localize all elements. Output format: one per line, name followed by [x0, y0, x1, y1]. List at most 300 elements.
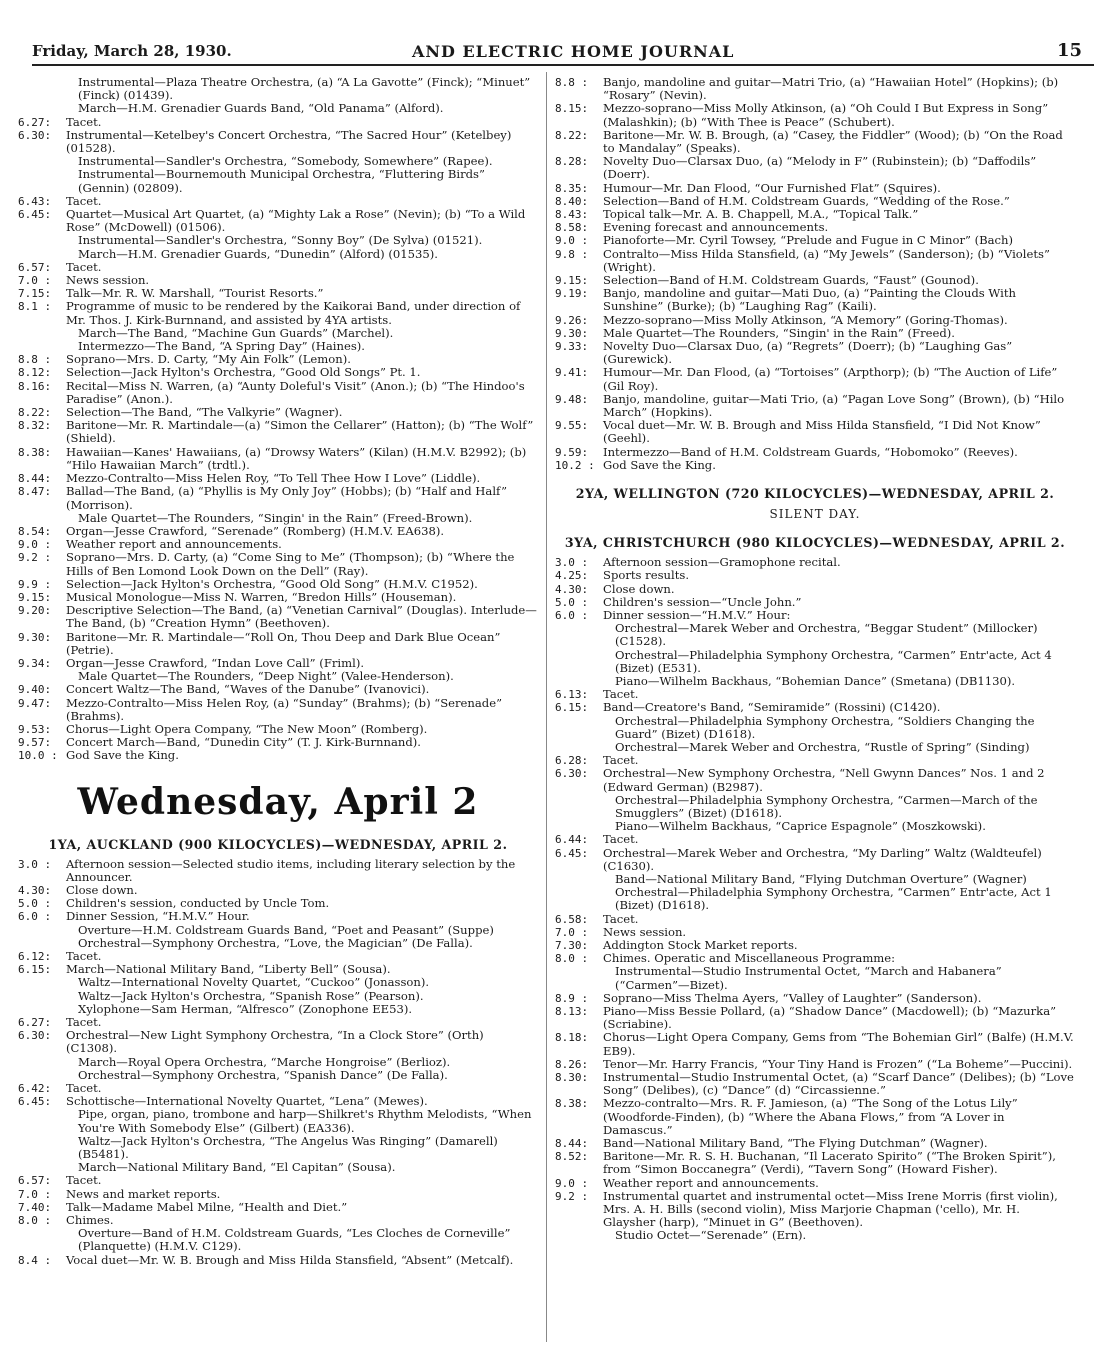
- entry-text: Humour—Mr. Dan Flood, (a) “Tortoises” (Arpthorp); (b) “The Auction of Life” (Gil Roy).: [603, 365, 1058, 393]
- programme-entry: [555, 583, 1075, 596]
- entry-time: 3.0 :: [555, 556, 589, 570]
- entry-text: Band—National Military Band, “The Flying Dutchman” (Wagner).: [603, 1136, 988, 1151]
- entry-text: Instrumental—Plaza Theatre Orchestra, (a) “A La Gavotte” (Finck); “Minuet” (Finck) (01439).: [78, 76, 531, 103]
- entry-time: 9.20:: [18, 604, 52, 618]
- entry-text: Tacet.: [66, 193, 102, 208]
- entry-text: Orchestral—Philadelphia Symphony Orchestra, “Carmen” Entr'acte, Act 1 (Bizet) (D1618).: [615, 885, 1052, 913]
- entry-time: 9.53:: [18, 722, 52, 736]
- programme-entry: [18, 910, 538, 923]
- entry-text: Instrumental—Ketelbey's Concert Orchestra, “The Sacred Hour” (Ketelbey) (01528).: [66, 127, 512, 156]
- entry-time: 8.43:: [555, 208, 589, 222]
- entry-time: 6.27:: [18, 115, 52, 129]
- programme-entry: [555, 715, 1075, 741]
- left-column: [18, 76, 538, 1356]
- entry-time: 10.2 :: [555, 458, 595, 472]
- programme-entry: [18, 937, 538, 950]
- entry-text: March—H.M. Grenadier Guards Band, “Old Panama” (Alford).: [78, 101, 444, 116]
- entry-text: Orchestral—Philadelphia Symphony Orchestra, “Carmen—March of the Smugglers” (Bizet) (D1618).: [615, 792, 1038, 820]
- programme-entry: [555, 1031, 1075, 1057]
- entry-text: Tacet.: [603, 753, 639, 768]
- station-heading-wellington: 2YA, WELLINGTON (720 KILOCYCLES)—WEDNESDAY, APRIL 2.: [575, 486, 1055, 502]
- entry-text: Mezzo-contralto—Mrs. R. F. Jamieson, (a) “The Song of the Lotus Lily” (Woodforde-Finden), (b) “Where the Abana Flows,” from “A Lover in Damascus.”: [603, 1096, 1018, 1137]
- entry-time: 9.15:: [555, 274, 589, 288]
- programme-entry: [18, 990, 538, 1003]
- entry-text: News session.: [66, 273, 150, 288]
- entry-text: Children's session—“Uncle John.”: [603, 594, 802, 609]
- programme-entry: [555, 886, 1075, 912]
- entry-time: 8.8 :: [18, 353, 52, 367]
- entry-text: Mezzo-soprano—Miss Molly Atkinson, “A Memory” (Goring-Thomas).: [603, 312, 1008, 327]
- entry-text: Banjo, mandoline and guitar—Matri Trio, (a) “Hawaiian Hotel” (Hopkins); (b) “Rosary” (Nevin).: [603, 76, 1059, 103]
- entry-text: Pianoforte—Mr. Cyril Towsey, “Prelude and Fugue in C Minor” (Bach): [603, 233, 1014, 248]
- programme-entry: [18, 512, 538, 525]
- entry-text: Intermezzo—The Band, “A Spring Day” (Haines).: [78, 339, 365, 354]
- programme-entry: [18, 1254, 538, 1267]
- entry-time: 5.0 :: [18, 897, 52, 911]
- programme-entry: [555, 965, 1075, 991]
- entry-text: Schottische—International Novelty Quartet, “Lena” (Mewes).: [66, 1094, 428, 1109]
- entry-text: Chimes.: [66, 1213, 114, 1228]
- programme-entry: [18, 380, 538, 406]
- entry-text: Male Quartet—The Rounders, “Singin' in the Rain” (Freed).: [603, 325, 955, 340]
- entry-time: 6.58:: [555, 912, 589, 926]
- entry-time: 8.9 :: [555, 991, 589, 1005]
- column-divider: [546, 72, 547, 1342]
- entry-time: 6.28:: [555, 754, 589, 768]
- entry-time: 8.44:: [555, 1137, 589, 1151]
- entry-text: Ballad—The Band, (a) “Phyllis is My Only Joy” (Hobbs); (b) “Half and Half” (Morrison).: [66, 484, 508, 512]
- programme-entry: [18, 366, 538, 379]
- entry-time: 6.13:: [555, 688, 589, 702]
- station-heading-auckland: 1YA, AUCKLAND (900 KILOCYCLES)—WEDNESDAY, APRIL 2.: [48, 836, 508, 852]
- entry-time: 8.40:: [555, 194, 589, 208]
- programme-entry: [555, 102, 1075, 128]
- entry-text: Sports results.: [603, 568, 690, 583]
- entry-text: Instrumental—Sandler's Orchestra, “Sonny Boy” (De Sylva) (01521).: [78, 233, 483, 248]
- programme-entry: [18, 208, 538, 234]
- programme-entry: [555, 446, 1075, 459]
- entry-time: 8.15:: [555, 102, 589, 116]
- programme-entry: [555, 1005, 1075, 1031]
- entry-text: Talk—Mr. R. W. Marshall, “Tourist Resorts.”: [66, 286, 324, 301]
- entry-text: Selection—Jack Hylton's Orchestra, “Good Old Song” (H.M.V. C1952).: [66, 576, 478, 591]
- entry-text: Waltz—Jack Hylton's Orchestra, “Spanish Rose” (Pearson).: [78, 988, 424, 1003]
- entry-time: 9.9 :: [18, 577, 52, 591]
- entry-text: Piano—Wilhelm Backhaus, “Caprice Espagnole” (Moszkowski).: [615, 819, 986, 834]
- programme-entry: [555, 596, 1075, 609]
- programme-entry: [555, 1097, 1075, 1137]
- entry-text: Novelty Duo—Clarsax Duo, (a) “Regrets” (Doerr); (b) “Laughing Gas” (Gurewick).: [603, 339, 1013, 367]
- programme-entry: [18, 419, 538, 445]
- programme-entry: [18, 749, 538, 762]
- programme-entry: [555, 182, 1075, 195]
- entry-text: Orchestral—Marek Weber and Orchestra, “My Darling” Waltz (Waldteufel) (C1630).: [603, 845, 1042, 873]
- right-column: [555, 76, 1075, 1356]
- entry-time: 7.0 :: [555, 925, 589, 939]
- entry-time: 8.22:: [18, 406, 52, 420]
- entry-text: Orchestral—Marek Weber and Orchestra, “Beggar Student” (Millocker) (C1528).: [615, 621, 1038, 649]
- entry-text: Xylophone—Sam Herman, “Alfresco” (Zonophone EE53).: [78, 1001, 413, 1016]
- entry-text: News session.: [603, 924, 687, 939]
- entry-time: 9.57:: [18, 736, 52, 750]
- entry-text: Tacet.: [66, 114, 102, 129]
- entry-text: Contralto—Miss Hilda Stansfield, (a) “My Jewels” (Sanderson); (b) “Violets” (Wright).: [603, 246, 1050, 274]
- page-number: 15: [1056, 40, 1082, 61]
- programme-entry: [555, 314, 1075, 327]
- christchurch-programme: [555, 556, 1075, 1243]
- programme-entry: [555, 1071, 1075, 1097]
- entry-text: Close down.: [603, 581, 675, 596]
- entry-text: Male Quartet—The Rounders, “Singin' in the Rain” (Freed-Brown).: [78, 510, 473, 525]
- entry-text: March—Royal Opera Orchestra, “Marche Hongroise” (Berlioz).: [78, 1054, 451, 1069]
- programme-entry: [18, 1174, 538, 1187]
- entry-time: 9.55:: [555, 419, 589, 433]
- entry-text: Dinner session—“H.M.V.” Hour:: [603, 607, 791, 622]
- entry-text: Piano—Wilhelm Backhaus, “Bohemian Dance” (Smetana) (DB1130).: [615, 673, 1016, 688]
- entry-text: Waltz—International Novelty Quartet, “Cuckoo” (Jonasson).: [78, 975, 430, 990]
- entry-text: Baritone—Mr. R. S. H. Buchanan, “Il Lacerato Spirito” (“The Broken Spirit”), from “Simon Boccanegra” (Verdi), “Tavern Song” (Howard Fisher).: [603, 1149, 1056, 1177]
- entry-time: 9.48:: [555, 392, 589, 406]
- entry-time: 8.0 :: [18, 1214, 52, 1228]
- entry-text: Organ—Jesse Crawford, “Indan Love Call” (Friml).: [66, 655, 365, 670]
- entry-time: 5.0 :: [555, 595, 589, 609]
- entry-text: Baritone—Mr. R. Martindale—(a) “Simon the Cellarer” (Hatton); (b) “The Wolf” (Shield).: [66, 418, 534, 446]
- issue-date: Friday, March 28, 1930.: [32, 42, 232, 60]
- programme-entry: [555, 366, 1075, 392]
- entry-text: Selection—Band of H.M. Coldstream Guards, “Wedding of the Rose.”: [603, 193, 1010, 208]
- entry-text: Band—Creatore's Band, “Semiramide” (Rossini) (C1420).: [603, 700, 941, 715]
- programme-entry: [18, 76, 538, 102]
- entry-text: Afternoon session—Selected studio items, including literary selection by the Announcer.: [66, 856, 516, 884]
- entry-text: Overture—Band of H.M. Coldstream Guards, “Les Cloches de Corneville” (Planquette) (H.M.V. C129).: [78, 1226, 511, 1254]
- entry-time: 9.40:: [18, 683, 52, 697]
- entry-text: News and market reports.: [66, 1186, 221, 1201]
- programme-entry: [555, 340, 1075, 366]
- day-heading: Wednesday, April 2: [77, 780, 479, 823]
- programme-entry: [18, 924, 538, 937]
- entry-time: 8.47:: [18, 485, 52, 499]
- programme-entry: [18, 116, 538, 129]
- programme-entry: [555, 701, 1075, 714]
- programme-entry: [555, 419, 1075, 445]
- entry-text: Tacet.: [66, 1081, 102, 1096]
- entry-text: Male Quartet—The Rounders, “Deep Night” (Valee-Henderson).: [78, 669, 454, 684]
- programme-entry: [555, 1177, 1075, 1190]
- entry-text: Band—National Military Band, “Flying Dutchman Overture” (Wagner): [615, 871, 1027, 886]
- entry-text: Instrumental—Studio Instrumental Octet, (a) “Scarf Dance” (Delibes); (b) “Love Song” (Delibes), (c) “Dance” (d) “Circassienne.”: [603, 1070, 1074, 1098]
- programme-entry: [555, 393, 1075, 419]
- programme-entry: [555, 622, 1075, 648]
- entry-text: Novelty Duo—Clarsax Duo, (a) “Melody in F” (Rubinstein); (b) “Daffodils” (Doerr).: [603, 154, 1037, 182]
- entry-time: 6.12:: [18, 949, 52, 963]
- programme-entry: [555, 248, 1075, 274]
- entry-text: Instrumental—Sandler's Orchestra, “Somebody, Somewhere” (Rapee).: [78, 154, 493, 169]
- entry-text: March—The Band, “Machine Gun Guards” (Marchel).: [78, 325, 394, 340]
- programme-entry: [555, 794, 1075, 820]
- programme-entry: [18, 1056, 538, 1069]
- journal-title: AND ELECTRIC HOME JOURNAL: [412, 42, 735, 61]
- entry-time: 10.0 :: [18, 749, 58, 763]
- programme-entry: [18, 578, 538, 591]
- entry-text: Chorus—Light Opera Company, Gems from “The Bohemian Girl” (Balfe) (H.M.V. EB9).: [603, 1030, 1074, 1058]
- entry-text: Tacet.: [603, 911, 639, 926]
- entry-time: 6.15:: [18, 963, 52, 977]
- programme-entry: [18, 1108, 538, 1134]
- entry-time: 7.15:: [18, 287, 52, 301]
- programme-entry: [555, 847, 1075, 873]
- entry-time: 9.19:: [555, 287, 589, 301]
- entry-text: Tacet.: [66, 948, 102, 963]
- programme-entry: [18, 168, 538, 194]
- programme-entry: [18, 129, 538, 155]
- entry-time: 6.42:: [18, 1082, 52, 1096]
- programme-entry: [555, 76, 1075, 102]
- entry-time: 9.0 :: [555, 234, 589, 248]
- entry-time: 6.30:: [555, 767, 589, 781]
- entry-text: Vocal duet—Mr. W. B. Brough and Miss Hilda Stansfield, “I Did Not Know” (Geehl).: [603, 418, 1041, 446]
- entry-time: 3.0 :: [18, 857, 52, 871]
- auckland-programme: [18, 858, 538, 1267]
- entry-time: 9.2 :: [18, 551, 52, 565]
- entry-time: 6.27:: [18, 1016, 52, 1029]
- entry-time: 8.38:: [555, 1097, 589, 1111]
- entry-time: 9.30:: [555, 326, 589, 340]
- entry-text: Children's session, conducted by Uncle Tom.: [66, 896, 330, 911]
- entry-time: 8.38:: [18, 445, 52, 459]
- entry-time: 8.32:: [18, 419, 52, 433]
- programme-entry: [18, 631, 538, 657]
- programme-entry: [18, 683, 538, 696]
- programme-entry: [555, 926, 1075, 939]
- entry-time: 8.54:: [18, 524, 52, 538]
- entry-text: March—National Military Band, “Liberty Bell” (Sousa).: [66, 962, 391, 977]
- entry-text: Musical Monologue—Miss N. Warren, “Bredon Hills” (Houseman).: [66, 589, 457, 604]
- entry-time: 4.30:: [18, 883, 52, 897]
- programme-entry: [555, 569, 1075, 582]
- entry-time: 8.1 :: [18, 300, 52, 314]
- programme-entry: [555, 129, 1075, 155]
- programme-entry: [18, 485, 538, 511]
- entry-time: 8.16:: [18, 379, 52, 393]
- continued-programme: [555, 76, 1075, 472]
- entry-text: Tenor—Mr. Harry Francis, “Your Tiny Hand is Frozen” (“La Boheme”—Puccini).: [603, 1056, 1073, 1071]
- entry-text: Organ—Jesse Crawford, “Serenade” (Romberg) (H.M.V. EA638).: [66, 523, 445, 538]
- entry-time: 6.45:: [18, 1095, 52, 1109]
- entry-time: 9.59:: [555, 445, 589, 459]
- entry-time: 8.0 :: [555, 952, 589, 966]
- entry-time: 9.8 :: [555, 247, 589, 261]
- entry-time: 7.30:: [555, 938, 589, 952]
- entry-text: Orchestral—Symphony Orchestra, “Spanish Dance” (De Falla).: [78, 1067, 448, 1082]
- entry-text: Hawaiian—Kanes' Hawaiians, (a) “Drowsy Waters” (Kilan) (H.M.V. B2992); (b) “Hilo Hawaiian March” (trdtl.).: [66, 444, 527, 472]
- entry-text: Mezzo-soprano—Miss Molly Atkinson, (a) “Oh Could I But Express in Song” (Malashkin); (b) “With Thee is Peace” (Schubert).: [603, 101, 1049, 129]
- entry-text: Recital—Miss N. Warren, (a) “Aunty Doleful's Visit” (Anon.); (b) “The Hindoo's Paradise” (Anon.).: [66, 378, 525, 406]
- entry-text: Topical talk—Mr. A. B. Chappell, M.A., “Topical Talk.”: [603, 207, 919, 222]
- programme-entry: [18, 1029, 538, 1055]
- entry-time: 9.30:: [18, 630, 52, 644]
- programme-entry: [18, 551, 538, 577]
- programme-entry: [18, 248, 538, 261]
- entry-time: 9.2 :: [555, 1189, 589, 1203]
- entry-text: Concert Waltz—The Band, “Waves of the Danube” (Ivanovici).: [66, 682, 430, 697]
- entry-text: Tacet.: [66, 1173, 102, 1188]
- entry-text: Selection—Jack Hylton's Orchestra, “Good Old Songs” Pt. 1.: [66, 365, 421, 380]
- entry-time: 6.0 :: [555, 608, 589, 622]
- entry-time: 6.30:: [18, 128, 52, 142]
- entry-time: 6.0 :: [18, 910, 52, 924]
- entry-time: 8.8 :: [555, 76, 589, 89]
- entry-time: 9.15:: [18, 590, 52, 604]
- programme-entry: [555, 1150, 1075, 1176]
- programme-entry: [18, 300, 538, 326]
- entry-text: Tacet.: [603, 832, 639, 847]
- entry-text: Evening forecast and announcements.: [603, 220, 829, 235]
- entry-time: 6.45:: [555, 846, 589, 860]
- entry-text: Overture—H.M. Coldstream Guards Band, “Poet and Peasant” (Suppe): [78, 922, 494, 937]
- entry-time: 7.0 :: [18, 1187, 52, 1201]
- programme-entry: [555, 913, 1075, 926]
- entry-time: 6.44:: [555, 833, 589, 847]
- programme-entry: [555, 155, 1075, 181]
- programme-entry: [18, 1135, 538, 1161]
- programme-entry: [18, 976, 538, 989]
- entry-time: 9.0 :: [555, 1176, 589, 1190]
- entry-text: Selection—The Band, “The Valkyrie” (Wagner).: [66, 405, 343, 420]
- entry-time: 6.43:: [18, 194, 52, 208]
- entry-text: Soprano—Mrs. D. Carty, “My Ain Folk” (Lemon).: [66, 352, 351, 367]
- entry-time: 7.0 :: [18, 274, 52, 288]
- entry-text: Mezzo-Contralto—Miss Helen Roy, (a) “Sunday” (Brahms); (b) “Serenade” (Brahms).: [66, 695, 503, 723]
- programme-entry: [18, 604, 538, 630]
- entry-text: Soprano—Mrs. D. Carty, (a) “Come Sing to Me” (Thompson); (b) “Where the Hills of Ben Lomond Look Down on the Dell” (Ray).: [66, 550, 515, 578]
- entry-text: God Save the King.: [603, 457, 716, 472]
- entry-text: Chimes. Operatic and Miscellaneous Programme:: [603, 951, 896, 966]
- entry-text: Soprano—Miss Thelma Ayers, “Valley of Laughter” (Sanderson).: [603, 990, 982, 1005]
- programme-entry: [555, 287, 1075, 313]
- entry-time: 8.58:: [555, 221, 589, 235]
- programme-entry: [18, 446, 538, 472]
- programme-entry: [555, 833, 1075, 846]
- entry-text: Piano—Miss Bessie Pollard, (a) “Shadow Dance” (Macdowell); (b) “Mazurka” (Scriabine).: [603, 1004, 1057, 1032]
- programme-entry: [18, 102, 538, 115]
- entry-text: Vocal duet—Mr. W. B. Brough and Miss Hilda Stansfield, “Absent” (Metcalf).: [66, 1252, 514, 1267]
- entry-time: 4.25:: [555, 569, 589, 583]
- station-heading-christchurch: 3YA, CHRISTCHURCH (980 KILOCYCLES)—WEDNESDAY, APRIL 2.: [564, 535, 1066, 551]
- entry-text: Tacet.: [66, 1015, 102, 1029]
- entry-text: Humour—Mr. Dan Flood, “Our Furnished Flat” (Squires).: [603, 180, 941, 195]
- entry-text: March—H.M. Grenadier Guards, “Dunedin” (Alford) (01535).: [78, 246, 438, 261]
- entry-time: 8.18:: [555, 1031, 589, 1045]
- entry-time: 8.22:: [555, 128, 589, 142]
- programme-entry: [18, 858, 538, 884]
- entry-time: 8.52:: [555, 1150, 589, 1164]
- entry-text: Instrumental—Studio Instrumental Octet, “March and Habanera” (“Carmen”—Bizet).: [615, 964, 1002, 992]
- entry-text: God Save the King.: [66, 748, 179, 763]
- entry-text: Addington Stock Market reports.: [603, 937, 798, 952]
- programme-entry: [555, 1190, 1075, 1230]
- entry-time: 8.12:: [18, 366, 52, 380]
- entry-text: Baritone—Mr. R. Martindale—“Roll On, Thou Deep and Dark Blue Ocean” (Petrie).: [66, 629, 501, 657]
- entry-text: Dinner Session, “H.M.V.” Hour.: [66, 909, 250, 924]
- programme-entry: [18, 1227, 538, 1253]
- entry-time: 8.35:: [555, 181, 589, 195]
- programme-entry: [18, 1188, 538, 1201]
- entry-time: 6.57:: [18, 1174, 52, 1188]
- entry-time: 9.41:: [555, 366, 589, 380]
- programme-entry: [18, 234, 538, 247]
- entry-time: 6.30:: [18, 1029, 52, 1043]
- entry-text: Waltz—Jack Hylton's Orchestra, “The Angelus Was Ringing” (Damarell) (B5481).: [78, 1133, 498, 1162]
- entry-text: Orchestral—Marek Weber and Orchestra, “Rustle of Spring” (Sinding): [615, 739, 1030, 754]
- entry-text: Concert March—Band, “Dunedin City” (T. J. Kirk-Burnnand).: [66, 735, 421, 750]
- programme-entry: [555, 234, 1075, 247]
- entry-text: Selection—Band of H.M. Coldstream Guards, “Faust” (Gounod).: [603, 273, 979, 288]
- entry-text: Close down.: [66, 882, 138, 897]
- entry-text: Banjo, mandoline, guitar—Mati Trio, (a) “Pagan Love Song” (Brown), (b) “Hilo March” (Hopkins).: [603, 391, 1065, 420]
- entry-time: 8.30:: [555, 1071, 589, 1085]
- page-header: [32, 40, 1094, 66]
- entry-text: Tacet.: [66, 259, 102, 274]
- entry-time: 8.13:: [555, 1005, 589, 1018]
- entry-time: 7.40:: [18, 1200, 52, 1214]
- programme-entry: [555, 459, 1075, 472]
- entry-text: Studio Octet—“Serenade” (Ern).: [615, 1228, 807, 1243]
- entry-text: Instrumental quartet and instrumental octet—Miss Irene Morris (first violin), Mrs. A. H. Bills (second violin), Miss Marjorie Chapman ('cello), Mr. H. Glaysher (harp), “Minuet in G” (Beethoven).: [603, 1188, 1058, 1230]
- entry-text: Programme of music to be rendered by the Kaikorai Band, under direction of Mr. Thos. J. Kirk-Burnnand, and assisted by 4YA artists.: [66, 299, 521, 327]
- entry-text: Orchestral—Philadelphia Symphony Orchestra, “Carmen” Entr'acte, Act 4 (Bizet) (E531).: [615, 647, 1052, 675]
- entry-text: Weather report and announcements.: [66, 537, 282, 552]
- entry-time: 8.28:: [555, 155, 589, 169]
- header-rule: [32, 64, 1094, 66]
- entry-text: Orchestral—New Light Symphony Orchestra, “In a Clock Store” (Orth) (C1308).: [66, 1028, 484, 1056]
- entry-time: 4.30:: [555, 582, 589, 596]
- entry-text: Orchestral—New Symphony Orchestra, “Nell Gwynn Dances” Nos. 1 and 2 (Edward German) (B2987).: [603, 766, 1045, 794]
- programme-entry: [555, 767, 1075, 793]
- entry-text: Intermezzo—Band of H.M. Coldstream Guards, “Hobomoko” (Reeves).: [603, 444, 1018, 459]
- programme-entry: [555, 649, 1075, 675]
- programme-entry: [18, 697, 538, 723]
- entry-text: Baritone—Mr. W. B. Brough, (a) “Casey, the Fiddler” (Wood); (b) “On the Road to Mandalay” (Speaks).: [603, 127, 1063, 156]
- entry-time: 8.44:: [18, 472, 52, 486]
- entry-text: Chorus—Light Opera Company, “The New Moon” (Romberg).: [66, 721, 428, 736]
- silent-day-note: SILENT DAY.: [769, 507, 861, 522]
- entry-text: Banjo, mandoline and guitar—Mati Duo, (a) “Painting the Clouds With Sunshine” (Burke); (b) “Laughing Rag” (Kaili).: [603, 286, 1016, 314]
- entry-time: 8.26:: [555, 1057, 589, 1071]
- entry-time: 6.15:: [555, 701, 589, 715]
- entry-text: Talk—Madame Mabel Milne, “Health and Diet.”: [66, 1199, 348, 1214]
- entry-text: Mezzo-Contralto—Miss Helen Roy, “To Tell Thee How I Love” (Liddle).: [66, 471, 481, 486]
- previous-programme: [18, 76, 538, 763]
- entry-time: 9.0 :: [18, 538, 52, 552]
- entry-text: Pipe, organ, piano, trombone and harp—Shilkret's Rhythm Melodists, “When You're With Somebody Else” (Gilbert) (EA336).: [78, 1107, 532, 1135]
- entry-text: March—National Military Band, “El Capitan” (Sousa).: [78, 1160, 396, 1175]
- entry-text: Instrumental—Bournemouth Municipal Orchestra, “Fluttering Birds” (Gennin) (02809).: [78, 167, 485, 195]
- entry-time: 6.57:: [18, 260, 52, 274]
- entry-text: Quartet—Musical Art Quartet, (a) “Mighty Lak a Rose” (Nevin); (b) “To a Wild Rose” (McDowell) (01506).: [66, 207, 526, 235]
- entry-time: 8.4 :: [18, 1253, 52, 1267]
- entry-time: 9.34:: [18, 656, 52, 670]
- programme-entry: [555, 1229, 1075, 1242]
- entry-text: Orchestral—Symphony Orchestra, “Love, the Magician” (De Falla).: [78, 935, 473, 950]
- entry-text: Tacet.: [603, 687, 639, 702]
- entry-time: 9.33:: [555, 340, 589, 354]
- entry-time: 6.45:: [18, 208, 52, 222]
- entry-time: 9.47:: [18, 696, 52, 710]
- entry-time: 9.26:: [555, 313, 589, 327]
- entry-text: Weather report and announcements.: [603, 1175, 819, 1190]
- entry-text: Descriptive Selection—The Band, (a) “Venetian Carnival” (Douglas). Interlude—The Band, (b) “Creation Hymn” (Beethoven).: [66, 603, 537, 631]
- entry-text: Orchestral—Philadelphia Symphony Orchestra, “Soldiers Changing the Guard” (Bizet) (D1618).: [615, 713, 1035, 741]
